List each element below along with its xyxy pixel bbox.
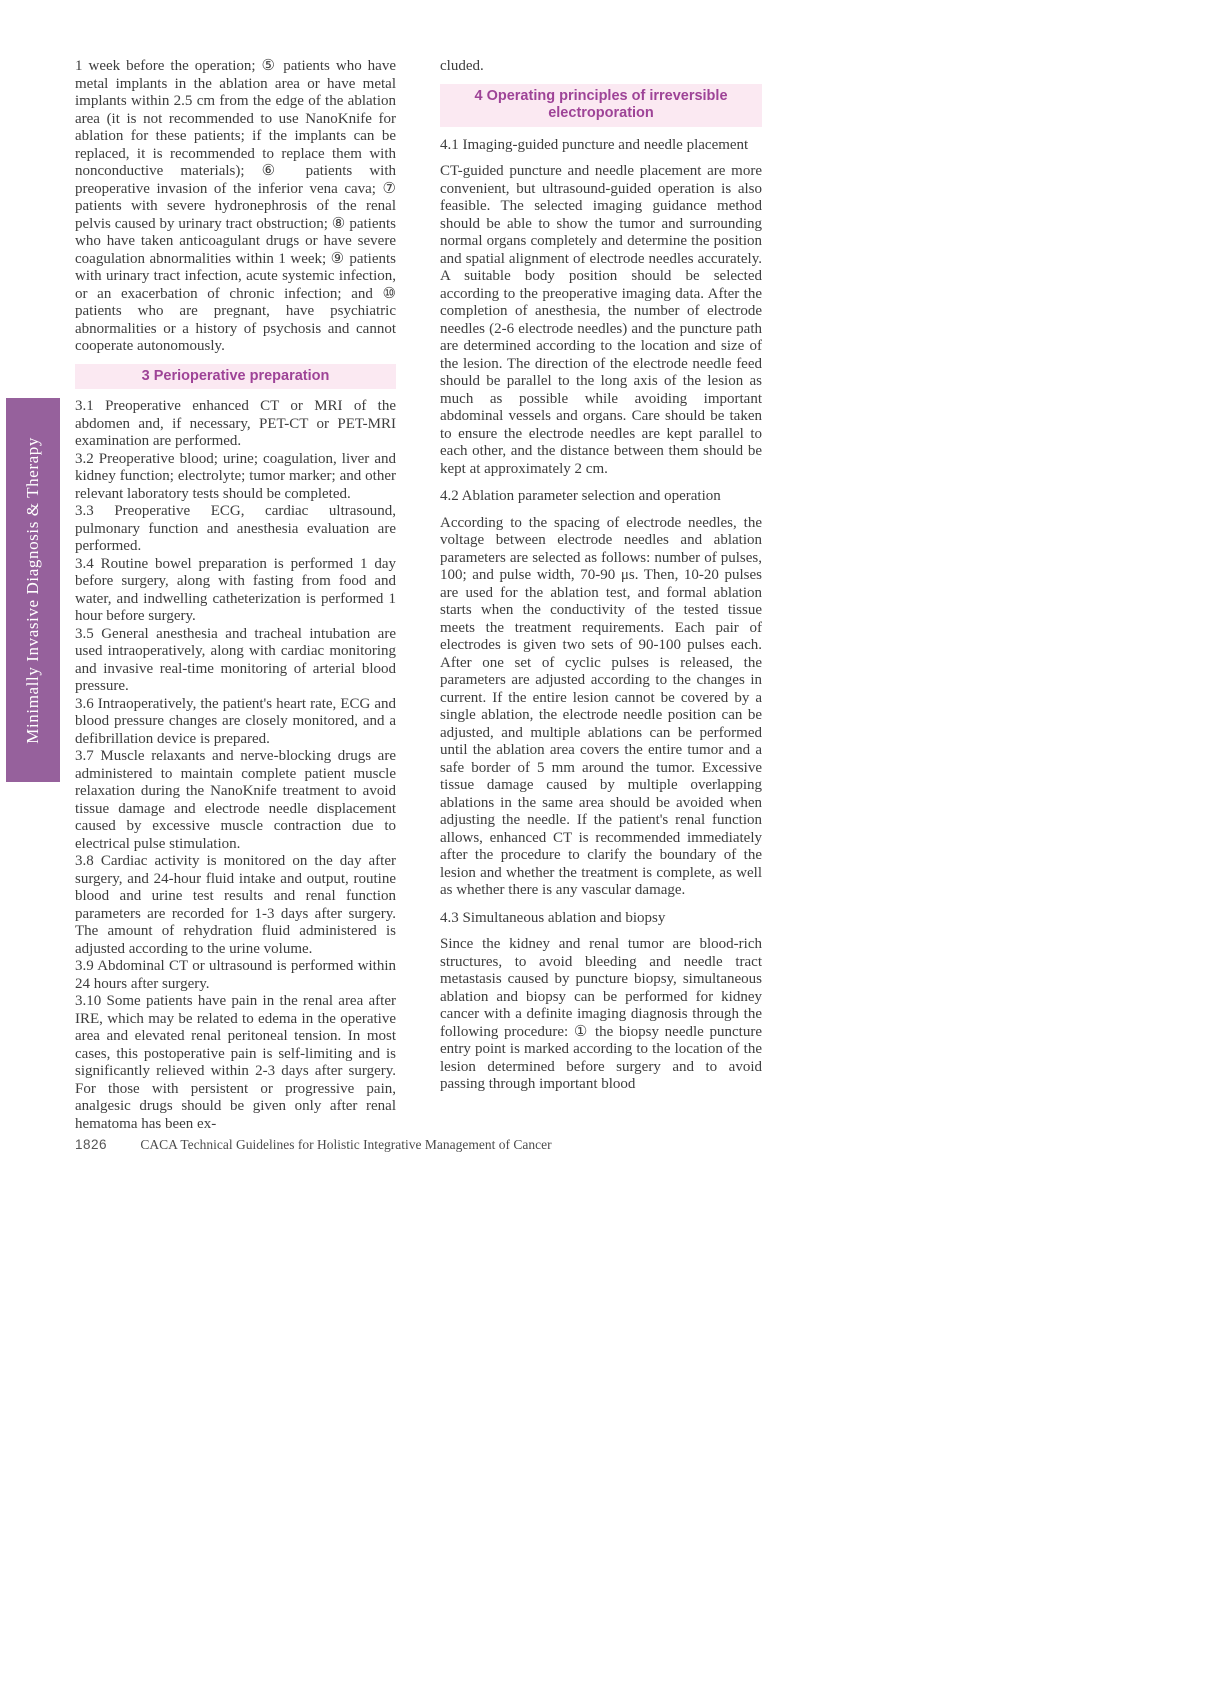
page-number: 1826 xyxy=(75,1137,108,1152)
paragraph-intro-continuation: 1 week before the operation; ⑤ patients who have metal implants in the ablation area or have metal implants within 2.5 cm from the edge of the ablation area (it is not recommended to use NanoKnife for ablation for these patients; if the implants can be replaced, it is recommended to replace them with nonconductive materials); ⑥ patients with preoperative invasion of the inferior vena cava; ⑦ patients with severe hydronephrosis of the renal pelvis caused by urinary tract obstruction; ⑧ patients who have taken anticoagulant drugs or have severe coagulation abnormalities within 1 week; ⑨ patients with urinary tract infection, acute systemic infection, or an exacerbation of chronic infection; and ⑩ patients who are pregnant, have psychiatric abnormalities or a history of psychosis and cannot cooperate autonomously. xyxy=(75,58,396,354)
footer-running-title: CACA Technical Guidelines for Holistic Integrative Management of Cancer xyxy=(140,1137,552,1152)
right-column xyxy=(440,58,762,1094)
journal-section-sidebar xyxy=(6,398,60,782)
paragraph-3-4: 3.4 Routine bowel preparation is performed 1 day before surgery, along with fasting from food and water, and indwelling catheterization is performed 1 hour before surgery. xyxy=(75,555,396,624)
paragraph-3-5: 3.5 General anesthesia and tracheal intubation are used intraoperatively, along with cardiac monitoring and invasive real-time monitoring of arterial blood pressure. xyxy=(75,625,396,694)
subheading-4-2: 4.2 Ablation parameter selection and operation xyxy=(440,488,721,504)
paragraph-3-1: 3.1 Preoperative enhanced CT or MRI of the abdomen and, if necessary, PET-CT or PET-MRI examination are performed. xyxy=(75,398,396,449)
paragraph-3-2: 3.2 Preoperative blood; urine; coagulation, liver and kidney function; electrolyte; tumor marker; and other relevant laboratory tests should be completed. xyxy=(75,450,396,502)
paragraph-4-1: CT-guided puncture and needle placement are more convenient, but ultrasound-guided operation is also feasible. The selected imaging guidance method should be able to show the tumor and surrounding normal organs completely and determine the position and spatial alignment of electrode needles accurately. A suitable body position should be selected according to the preoperative imaging data. After the completion of anesthesia, the number of electrode needles (2-6 electrode needles) and the puncture path are determined according to the location and size of the lesion. The direction of the electrode needle feed should be parallel to the long axis of the lesion as much as possible while avoiding important abdominal vessels and organs. Care should be taken to ensure the electrode needles are kept parallel to each other, and the distance between them should be kept at approximately 2 cm. xyxy=(440,163,762,477)
section-heading-3-label: 3 Perioperative preparation xyxy=(141,367,330,384)
subheading-4-1: 4.1 Imaging-guided puncture and needle placement xyxy=(440,136,749,153)
paragraph-3-10: 3.10 Some patients have pain in the renal area after IRE, which may be related to edema in the operative area and elevated renal peritoneal tension. In most cases, this postoperative pain is self-limiting and is significantly relieved within 2-3 days after surgery. For those with persistent or progressive pain, analgesic drugs should be given only after renal hematoma has been ex- xyxy=(75,993,396,1132)
left-column xyxy=(75,58,396,1133)
paragraph-4-2: According to the spacing of electrode needles, the voltage between electrode needles and ablation parameters are selected as follows: number of pulses, 100; and pulse width, 70-90 μs. Then, 10-20 pulses are used for the ablation test, and formal ablation starts when the conductivity of the tested tissue meets the treatment requirements. Each pair of electrodes is given two sets of 90-100 pulses each. After one set of cyclic pulses is released, the parameters are adjusted according to the changes in current. If the entire lesion cannot be covered by a single ablation, the electrode needle position can be adjusted, and multiple ablations can be performed until the ablation area covers the entire tumor and a safe border of 5 mm around the tumor. Excessive tissue damage caused by multiple overlapping ablations in the same area should be avoided when adjusting the needle. If the patient's renal function allows, enhanced CT is recommended immediately after the procedure to clarify the boundary of the lesion and whether the treatment is complete, as well as whether there is any vascular damage. xyxy=(440,514,762,898)
paragraph-3-6: 3.6 Intraoperatively, the patient's heart rate, ECG and blood pressure changes are closely monitored, and a defibrillation device is prepared. xyxy=(75,695,396,747)
paragraph-3-7: 3.7 Muscle relaxants and nerve-blocking drugs are administered to maintain complete patient muscle relaxation during the NanoKnife treatment to avoid tissue damage and electrode needle displacement caused by excessive muscle contraction due to electrical pulse stimulation. xyxy=(75,748,396,852)
section-heading-4-label: 4 Operating principles of irreversible electroporation xyxy=(474,87,728,121)
page-footer xyxy=(75,1137,835,1153)
paragraph-4-3: Since the kidney and renal tumor are blood-rich structures, to avoid bleeding and needle tract metastasis caused by puncture biopsy, simultaneous ablation and biopsy can be performed for kidney cancer with a definite imaging diagnosis through the following procedure: ① the biopsy needle puncture entry point is marked according to the location of the lesion determined before surgery and to avoid passing through important blood xyxy=(440,936,762,1092)
paragraph-3-3: 3.3 Preoperative ECG, cardiac ultrasound, pulmonary function and anesthesia evaluation are performed. xyxy=(75,503,396,554)
section-heading-3 xyxy=(75,364,396,390)
paragraph-3-9: 3.9 Abdominal CT or ultrasound is performed within 24 hours after surgery. xyxy=(75,958,396,992)
paragraph-continuation: cluded. xyxy=(440,58,484,74)
subheading-4-3: 4.3 Simultaneous ablation and biopsy xyxy=(440,909,666,926)
section-heading-4 xyxy=(440,84,762,127)
sidebar-label: Minimally Invasive Diagnosis & Therapy xyxy=(23,436,42,744)
paragraph-3-8: 3.8 Cardiac activity is monitored on the day after surgery, and 24-hour fluid intake and output, routine blood and urine test results and renal function parameters are recorded for 1-3 days after surgery. The amount of rehydration fluid administered is adjusted according to the urine volume. xyxy=(75,853,396,957)
